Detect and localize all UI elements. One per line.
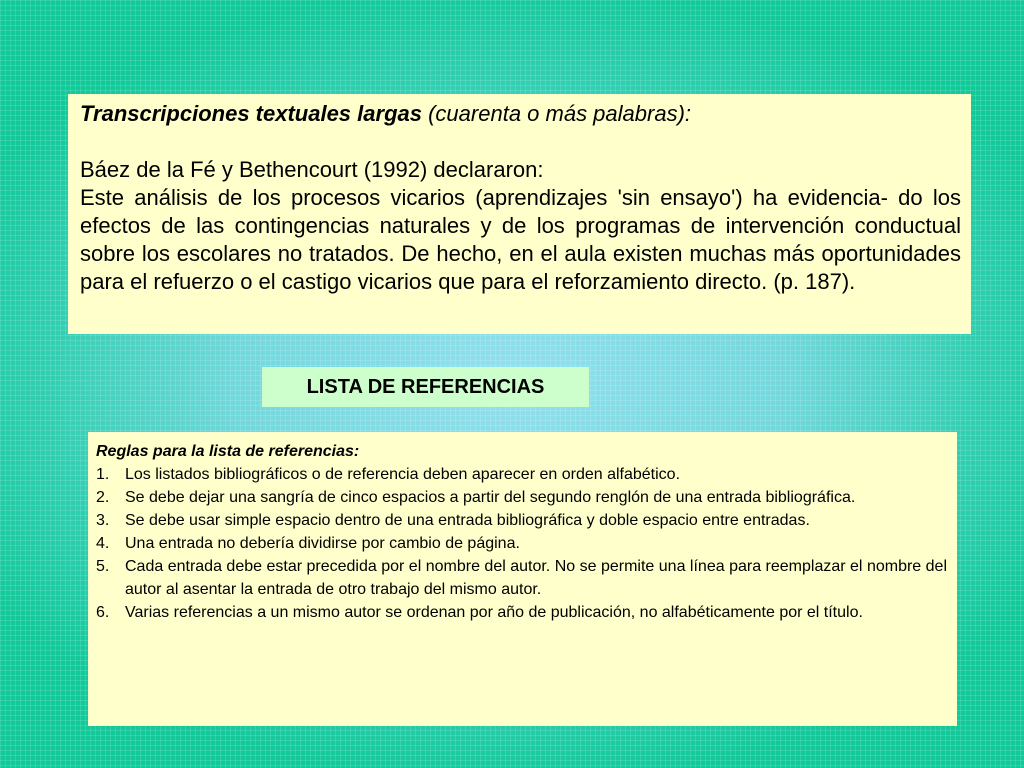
rule-text: Se debe usar simple espacio dentro de una entrada bibliográfica y doble espacio entre entradas. [125, 512, 810, 529]
rule-item [96, 601, 947, 624]
rule-number: 2. [96, 489, 110, 506]
rule-text: Una entrada no debería dividirse por cambio de página. [125, 535, 520, 552]
reference-list-label: LISTA DE REFERENCIAS [262, 367, 589, 407]
rule-item [96, 555, 947, 601]
citation-intro: Báez de la Fé y Bethencourt (1992) declararon: [80, 157, 544, 182]
rules-box [88, 432, 957, 726]
rule-text: Varias referencias a un mismo autor se ordenan por año de publicación, no alfabéticamente por el título. [125, 604, 863, 621]
rule-text: Los listados bibliográficos o de referencia deben aparecer en orden alfabético. [125, 466, 681, 483]
rule-item [96, 509, 947, 532]
blank-line [80, 128, 961, 156]
rule-item [96, 463, 947, 486]
transcription-box [68, 94, 971, 334]
rule-text: Cada entrada debe estar precedida por el nombre del autor. No se permite una línea para reemplazar el nombre del autor al asentar la entrada de otro trabajo del mismo autor. [125, 558, 947, 598]
rules-list [96, 463, 947, 624]
rule-number: 1. [96, 466, 110, 483]
rules-title: Reglas para la lista de referencias: [96, 443, 360, 460]
rule-number: 3. [96, 512, 110, 529]
rule-item [96, 532, 947, 555]
transcription-heading [80, 100, 961, 128]
rule-number: 5. [96, 558, 110, 575]
rule-number: 4. [96, 535, 110, 552]
block-quote: Este análisis de los procesos vicarios (aprendizajes 'sin ensayo') ha evidencia- do los efectos de las contingencias naturales y de los programas de intervención conductual sobre los escolares no tratados. De hecho, en el aula existen muchas más oportunidades para el refuerzo o el castigo vicarios que para el reforzamiento directo. (p. 187). [80, 185, 961, 294]
heading-bold-text: Transcripciones textuales largas [80, 101, 422, 126]
rule-number: 6. [96, 604, 110, 621]
rule-text: Se debe dejar una sangría de cinco espacios a partir del segundo renglón de una entrada bibliográfica. [125, 489, 856, 506]
rule-item [96, 486, 947, 509]
heading-italic-text: (cuarenta o más palabras): [428, 101, 692, 126]
